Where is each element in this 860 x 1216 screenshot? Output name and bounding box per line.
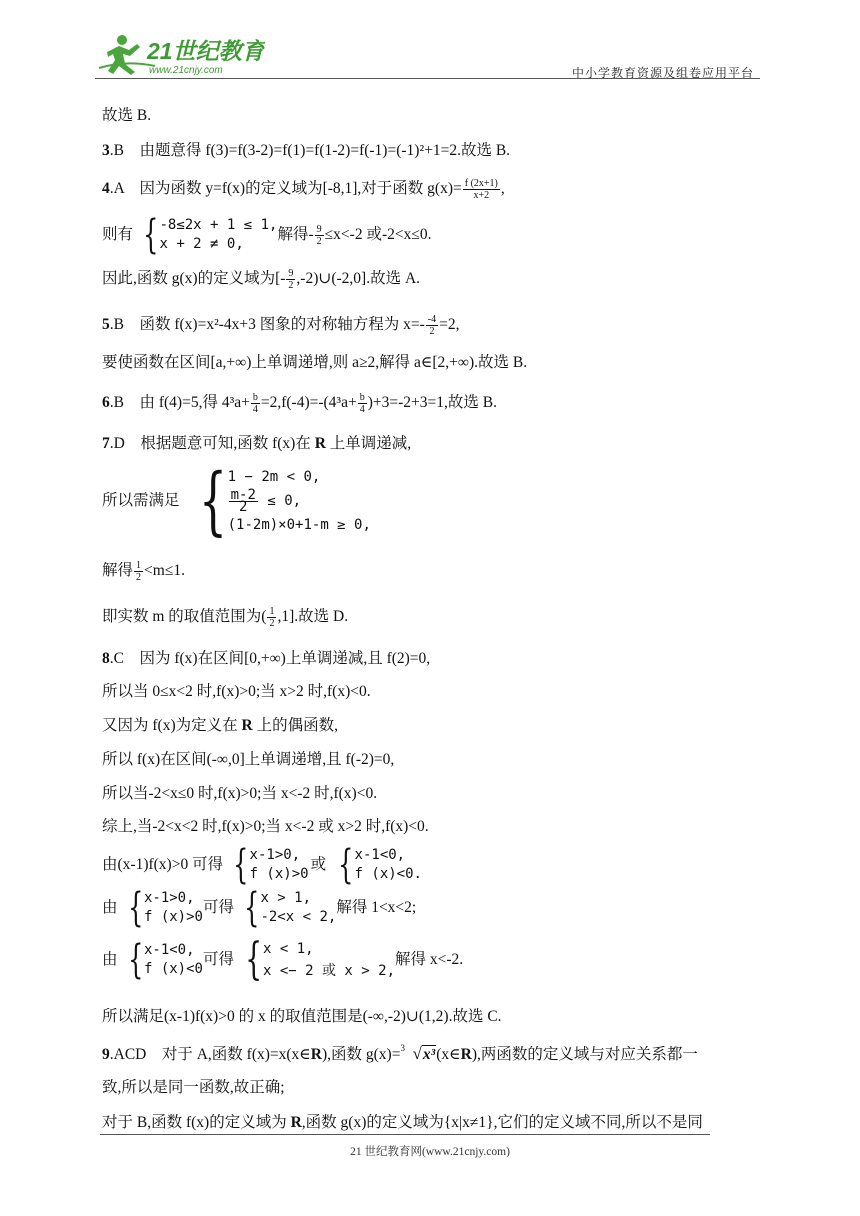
answer-4-conclusion: 因此,函数 g(x)的定义域为[- $\frac{9}{2}$ ,-2)∪(-2,0].故选 A.	[102, 268, 421, 291]
answer-8-cases: 由(x-1)f(x)>0 可得 { x-1>0, f (x)>0 或 { x-1<0, f (x)<0.	[102, 842, 422, 889]
text-line: 综上,当-2<x<2 时,f(x)>0;当 x<-2 或 x>2 时,f(x)<0.	[102, 818, 429, 835]
fraction: $\frac{b}{4}$	[252, 392, 258, 415]
answer-3: 3.B 由题意得 f(3)=f(3-2)=f(1)=f(1-2)=f(-1)=(-1)²+1=2.故选 B.	[102, 142, 511, 159]
answer-9: 9.ACD 对于 A,函数 f(x)=x(x∈R),函数 g(x)= 3 √x³(x∈R),两函数的定义域与对应关系都一	[102, 1043, 698, 1063]
answer-6: 6.B 由 f(4)=5,得 4³a+ $\frac{b}{4}$ =2,f(-4)=-(4³a+ $\frac{b}{4}$ )+3=-2+3=1,故选 B.	[102, 392, 497, 415]
text-line: 所以满足(x-1)f(x)>0 的 x 的取值范围是(-∞,-2)∪(1,2).故选 C.	[102, 1008, 502, 1025]
answer-5: 5.B 函数 f(x)=x²-4x+3 图象的对称轴方程为 x=- $\frac{-4}{2}$ =2,	[102, 314, 460, 337]
answer-7: 7.D 根据题意可知,函数 f(x)在 R 上单调递减,	[102, 435, 412, 452]
inequality-system: { x < 1, x <− 2 或 x > 2,	[245, 934, 396, 986]
text-line: 致,所以是同一函数,故正确;	[102, 1079, 285, 1096]
logo-main-text: 21世纪教育	[147, 38, 265, 64]
inequality-system: { x-1<0, f (x)<0	[127, 937, 203, 984]
answer-7-conclusion: 即实数 m 的取值范围为( $\frac{1}{2}$ ,1].故选 D.	[102, 606, 349, 629]
page-header	[95, 32, 760, 82]
fraction: $\frac{9}{2}$	[316, 223, 322, 247]
inequality-system: { x-1<0, f (x)<0.	[338, 842, 422, 889]
text-line: 对于 B,函数 f(x)的定义域为 R,函数 g(x)的定义域为{x|x≠1},它们的定义域不同,所以不是同	[102, 1114, 703, 1131]
text-line: 又因为 f(x)为定义在 R 上的偶函数,	[102, 717, 338, 734]
answer-8-case1: 由 { x-1>0, f (x)>0 可得 { x > 1, -2<x < 2, 解得 1<x<2;	[102, 885, 417, 932]
answer-7-solution: 解得 $\frac{1}{2}$ <m≤1.	[102, 560, 185, 583]
inequality-system: { x-1>0, f (x)>0	[127, 885, 203, 932]
answer-4: 4.A 因为函数 y=f(x)的定义域为[-8,1],对于函数 g(x)= $\frac{f (2x+1)}{x+2}$ ,	[102, 178, 505, 201]
text-line: 所以当 0≤x<2 时,f(x)>0;当 x>2 时,f(x)<0.	[102, 683, 371, 700]
answer-7-system: 所以需满足 { 1 − 2m < 0, $\frac{m-2}{2}$ ≤ 0, (1-2m)×0+1-m ≥ 0,	[102, 458, 371, 545]
cube-root: 3 √x³	[400, 1043, 436, 1063]
header-divider	[95, 78, 760, 79]
text-line: 所以 f(x)在区间(-∞,0]上单调递增,且 f(-2)=0,	[102, 751, 395, 768]
fraction: $\frac{b}{4}$	[359, 392, 365, 415]
page-footer: 21 世纪教育网(www.21cnjy.com)	[350, 1146, 510, 1158]
fraction: $\frac{1}{2}$	[269, 606, 275, 629]
footer-divider	[100, 1134, 710, 1135]
inequality-system: { 1 − 2m < 0, $\frac{m-2}{2}$ ≤ 0, (1-2m)×0+1-m ≥ 0,	[198, 458, 371, 545]
fraction: $\frac{1}{2}$	[136, 560, 142, 583]
text-line: 要使函数在区间[a,+∞)上单调递增,则 a≥2,解得 a∈[2,+∞).故选 B.	[102, 354, 528, 371]
equation-system: { -8≤2x + 1 ≤ 1, x + 2 ≠ 0,	[143, 212, 278, 259]
logo-url-text: www.21cnjy.com	[149, 65, 223, 76]
fraction: $\frac{m-2}{2}$	[230, 486, 256, 515]
fraction: $\frac{-4}{2}$	[427, 314, 437, 337]
site-logo	[95, 32, 265, 80]
answer-8: 8.C 因为 f(x)在区间[0,+∞)上单调递减,且 f(2)=0,	[102, 650, 431, 667]
fraction: $\frac{9}{2}$	[288, 268, 294, 291]
text-line: 所以当-2<x≤0 时,f(x)>0;当 x<-2 时,f(x)<0.	[102, 785, 378, 802]
site-name: 中小学教育资源及组卷应用平台	[571, 66, 754, 80]
fraction: $\frac{f (2x+1)}{x+2}$	[464, 178, 498, 201]
answer-4-system: 则有 { -8≤2x + 1 ≤ 1, x + 2 ≠ 0, 解得- $\frac{9}{2}$ ≤x<-2 或-2<x≤0.	[102, 212, 432, 259]
inequality-system: { x > 1, -2<x < 2,	[244, 885, 337, 932]
inequality-system: { x-1>0, f (x)>0	[233, 842, 309, 889]
answer-8-case2: 由 { x-1<0, f (x)<0 可得 { x < 1, x <− 2 或 x > 2, 解得 x<-2.	[102, 934, 464, 986]
text-line: 故选 B.	[102, 107, 152, 124]
